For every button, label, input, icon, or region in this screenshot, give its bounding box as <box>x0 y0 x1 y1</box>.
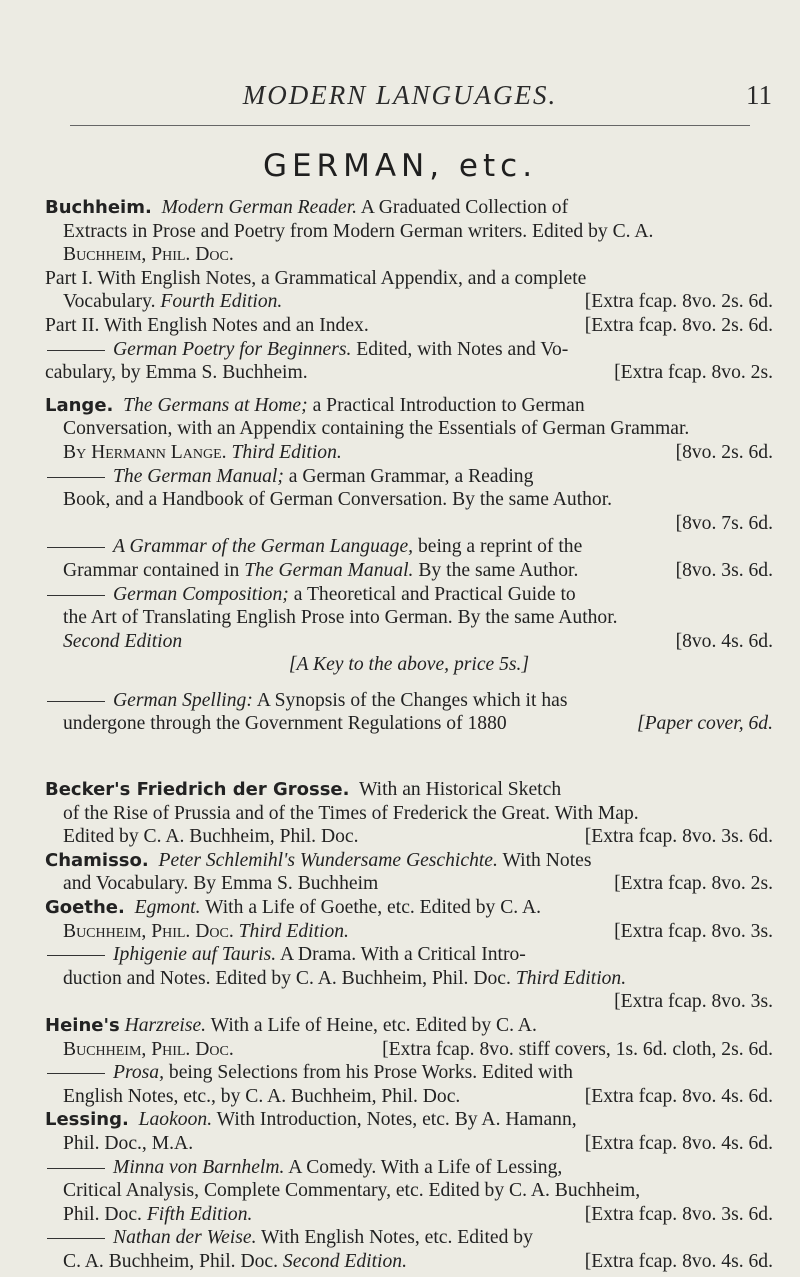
price: [Extra fcap. 8vo. 2s. <box>614 873 773 895</box>
ditto-dash <box>47 595 105 596</box>
entry-text: Critical Analysis, Complete Commentary, etc. Edited by C. A. Buchheim, <box>63 1180 641 1202</box>
ditto-dash <box>47 1073 105 1074</box>
price: [8vo. 2s. 6d. <box>675 441 773 463</box>
price: [Extra fcap. 8vo. 2s. <box>614 362 773 384</box>
book-title: Prosa, <box>113 1062 164 1084</box>
entry-text: Vocabulary. <box>63 291 156 313</box>
entry-heading: Becker's Friedrich der Grosse. <box>45 779 350 801</box>
entry-text: duction and Notes. Edited by C. A. Buchheim, Phil. Doc. <box>63 967 511 989</box>
entry-text: a Practical Introduction to German <box>312 394 585 416</box>
price: [8vo. 4s. 6d. <box>675 630 773 652</box>
entry-text: Edited, with Notes and Vo- <box>356 338 569 360</box>
entry-text: By the same Author. <box>418 559 579 581</box>
edition: Second Edition <box>63 630 183 652</box>
entry-text: Extracts in Prose and Poetry from Modern German writers. Edited by C. A. <box>63 220 654 242</box>
ditto-dash <box>47 1168 105 1169</box>
edition: Third Edition. <box>231 441 342 463</box>
edition: Second Edition. <box>282 1250 407 1272</box>
book-title: Iphigenie auf Tauris. <box>113 944 277 966</box>
book-title: Egmont. <box>134 897 201 919</box>
entry-text: With a Life of Goethe, etc. Edited by C. A. <box>205 897 542 919</box>
entry-text: Book, and a Handbook of German Conversation. By the same Author. <box>63 489 613 511</box>
price: [Extra fcap. 8vo. 2s. 6d. <box>584 314 773 336</box>
entry-text: the Art of Translating English Prose into German. By the same Author. <box>63 607 618 629</box>
book-title: The German Manual; <box>113 465 284 487</box>
edition: Fifth Edition. <box>146 1203 253 1225</box>
entry-heine <box>45 1014 773 1108</box>
entry-text: A Drama. With a Critical Intro- <box>279 944 526 966</box>
entry-text: A Graduated Collection of <box>360 197 569 218</box>
entry-text: By Hermann Lange. <box>63 441 227 463</box>
ditto-dash <box>47 547 105 548</box>
entry-text: Buchheim, Phil. Doc. <box>63 1038 234 1060</box>
book-title: Harzreise. <box>124 1015 207 1036</box>
entry-text: a German Grammar, a Reading <box>288 465 534 487</box>
price: [Extra fcap. 8vo. 3s. <box>614 991 773 1013</box>
price: [Extra fcap. 8vo. stiff covers, 1s. 6d. cloth, 2s. 6d. <box>382 1038 773 1060</box>
book-title: German Poetry for Beginners. <box>113 338 352 360</box>
entry-text: Grammar contained in <box>63 559 240 581</box>
entry-heading: Heine's <box>45 1015 120 1036</box>
entry-text: of the Rise of Prussia and of the Times of Frederick the Great. With Map. <box>63 802 639 824</box>
book-title: Laokoon. <box>138 1109 213 1131</box>
entry-text: With English Notes, etc. Edited by <box>261 1227 533 1249</box>
edition: Fourth Edition. <box>160 291 283 313</box>
price: [Extra fcap. 8vo. 3s. <box>614 920 773 942</box>
entry-text: English Notes, etc., by C. A. Buchheim, Phil. Doc. <box>63 1085 461 1107</box>
book-title: A Grammar of the German Language, <box>113 536 414 558</box>
entry-text: A Comedy. With a Life of Lessing, <box>288 1156 563 1178</box>
price: [Paper cover, 6d. <box>636 713 773 735</box>
entry-becker <box>45 778 773 849</box>
book-title: The German Manual. <box>244 559 414 581</box>
book-title: Modern German Reader. <box>161 197 357 218</box>
ditto-dash <box>47 955 105 956</box>
entry-heading: Lange. <box>45 394 114 416</box>
entry-lange <box>45 394 773 736</box>
entry-text: Part II. With English Notes and an Index. <box>45 314 369 336</box>
ditto-dash <box>47 477 105 478</box>
entry-text: Conversation, with an Appendix containing the Essentials of German Grammar. <box>63 418 690 440</box>
entry-text: undergone through the Government Regulations of 1880 <box>63 713 507 735</box>
entry-heading: Chamisso. <box>45 849 149 871</box>
entry-text: cabulary, by Emma S. Buchheim. <box>45 362 308 384</box>
price: [Extra fcap. 8vo. 2s. 6d. <box>584 291 773 313</box>
entry-text: Part I. With English Notes, a Grammatical Appendix, and a complete <box>45 267 587 289</box>
ditto-dash <box>47 1238 105 1239</box>
entry-text: Buchheim, Phil. Doc. <box>63 920 234 942</box>
book-title: German Spelling: <box>113 689 253 711</box>
entry-chamisso <box>45 849 773 896</box>
book-title: German Composition; <box>113 583 289 605</box>
entry-text: Buchheim, Phil. Doc. <box>63 244 234 266</box>
book-title: Peter Schlemihl's Wundersame Geschichte. <box>158 849 498 871</box>
price: [Extra fcap. 8vo. 3s. 6d. <box>584 1203 773 1225</box>
entry-text: Edited by C. A. Buchheim, Phil. Doc. <box>63 826 359 848</box>
ditto-dash <box>47 350 105 351</box>
entry-text: a Theoretical and Practical Guide to <box>293 583 576 605</box>
catalogue-body <box>45 196 773 1274</box>
entry-lessing <box>45 1108 773 1273</box>
running-header <box>0 80 800 120</box>
price: [Extra fcap. 8vo. 3s. 6d. <box>584 826 773 848</box>
entry-text: With a Life of Heine, etc. Edited by C. A. <box>210 1015 537 1036</box>
price: [8vo. 3s. 6d. <box>675 559 773 581</box>
entry-text: being a reprint of the <box>417 536 583 558</box>
running-title: MODERN LANGUAGES. <box>242 80 558 110</box>
entry-buchheim <box>45 196 773 385</box>
book-title: The Germans at Home; <box>123 394 308 416</box>
entry-heading: Goethe. <box>45 897 125 919</box>
book-title: Minna von Barnhelm. <box>113 1156 285 1178</box>
entry-text: Phil. Doc. <box>63 1203 142 1225</box>
section-title: GERMAN, etc. <box>262 148 538 184</box>
page-number: 11 <box>746 80 772 110</box>
ditto-dash <box>47 701 105 702</box>
edition: Third Edition. <box>515 967 627 989</box>
header-rule <box>70 125 750 126</box>
edition: Third Edition. <box>238 920 349 942</box>
entry-heading: Buchheim. <box>45 197 152 218</box>
price: [Extra fcap. 8vo. 4s. 6d. <box>584 1250 773 1272</box>
book-title: Nathan der Weise. <box>113 1227 257 1249</box>
entry-text: Phil. Doc., M.A. <box>63 1132 194 1154</box>
entry-text: being Selections from his Prose Works. Edited with <box>168 1062 573 1084</box>
price: [8vo. 7s. 6d. <box>675 512 773 534</box>
key-note: [A Key to the above, price 5s.] <box>288 654 530 676</box>
entry-text: With Notes <box>502 849 592 871</box>
price: [Extra fcap. 8vo. 4s. 6d. <box>584 1132 773 1154</box>
entry-text: and Vocabulary. By Emma S. Buchheim <box>63 873 379 895</box>
entry-heading: Lessing. <box>45 1109 129 1131</box>
entry-text: A Synopsis of the Changes which it has <box>256 689 568 711</box>
price: [Extra fcap. 8vo. 4s. 6d. <box>584 1085 773 1107</box>
entry-text: C. A. Buchheim, Phil. Doc. <box>63 1250 278 1272</box>
entry-text: With an Historical Sketch <box>358 779 562 801</box>
entry-text: With Introduction, Notes, etc. By A. Hamann, <box>216 1109 577 1131</box>
entry-goethe <box>45 896 773 1014</box>
